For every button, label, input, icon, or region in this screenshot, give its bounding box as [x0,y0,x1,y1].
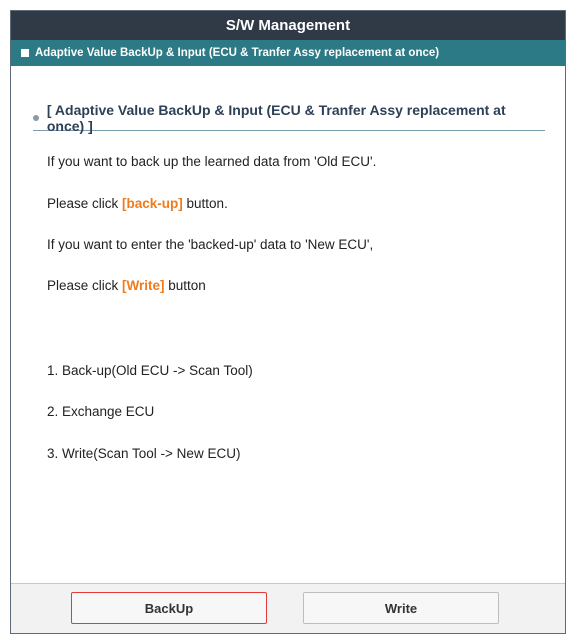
backup-button-label: BackUp [144,600,194,616]
square-bullet-icon [21,49,29,57]
backup-button[interactable] [71,592,267,624]
step-1 [47,363,253,378]
instruction-line-3 [47,237,373,252]
step-1-text: 1. Back-up(Old ECU -> Scan Tool) [47,363,253,378]
step-3-text: 3. Write(Scan Tool -> New ECU) [47,446,241,461]
section-title [33,102,545,134]
content-area [11,66,565,582]
instruction-line-3-text: If you want to enter the 'backed-up' data to 'New ECU', [47,237,374,252]
instruction-line-1 [47,154,376,169]
circle-bullet-icon [33,115,39,121]
step-2 [47,404,154,419]
step-2-text: 2. Exchange ECU [47,404,155,419]
instruction-line-2-prefix: Please click [47,196,123,211]
window-title [11,11,565,40]
instruction-line-2 [47,196,228,211]
sw-management-window [10,10,566,634]
section-title-text: [ Adaptive Value BackUp & Input (ECU & Tranfer Assy replacement at once) ] [46,102,506,134]
instruction-line-4 [47,278,206,293]
instruction-line-4-suffix: button [164,278,206,293]
backup-highlight: [back-up] [122,196,183,211]
instruction-line-1-text: If you want to back up the learned data from 'Old ECU'. [47,154,377,169]
subheader-label: Adaptive Value BackUp & Input (ECU & Tranfer Assy replacement at once) [35,47,440,59]
instruction-line-2-suffix: button. [182,196,228,211]
write-button-label: Write [384,600,418,616]
write-button[interactable] [303,592,499,624]
window-title-text: S/W Management [225,17,351,34]
button-bar [11,583,565,634]
instruction-line-4-prefix: Please click [47,278,123,293]
step-3 [47,446,240,461]
subheader-bar [11,40,565,66]
write-highlight: [Write] [122,278,165,293]
